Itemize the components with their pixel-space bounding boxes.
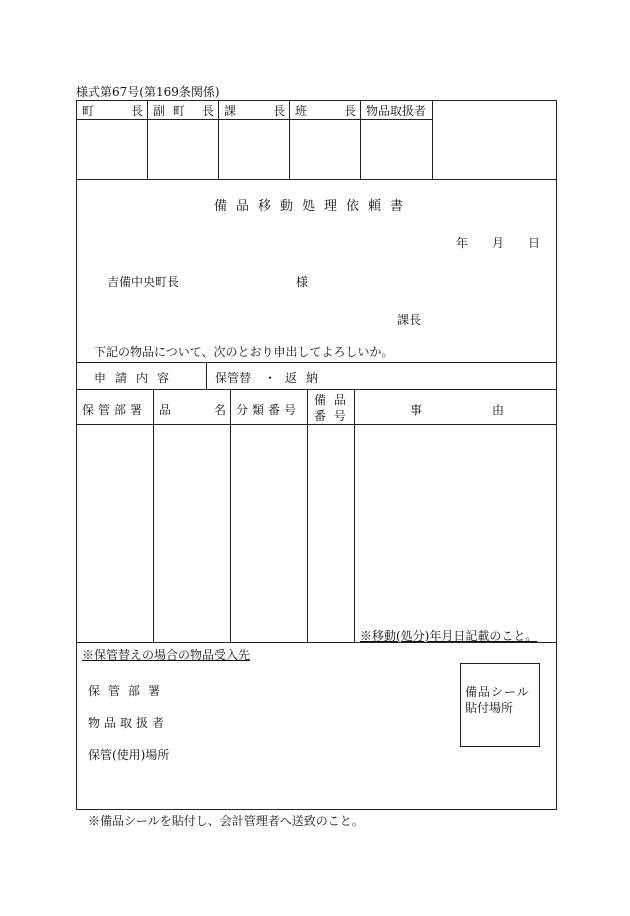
header-item-name-last: 名 (214, 403, 227, 417)
header-dept: 保管部署 (82, 403, 147, 417)
header-reason-first: 事 (410, 403, 423, 417)
header-equipment-number-line1: 備 品 (314, 393, 348, 407)
footer-note: ※備品シールを貼付し、会計管理者へ送致のこと。 (88, 814, 364, 828)
stamp-bottom-divider (76, 179, 557, 180)
option-return: 返納 (285, 371, 328, 385)
stamp-mayor-label-last: 長 (131, 104, 144, 118)
recipient-heading-text: ※保管替えの場合の物品受入先 (82, 648, 251, 662)
application-divider (206, 362, 207, 389)
stamp-section-chief-label-last: 長 (273, 104, 286, 118)
date-year: 年 (456, 236, 469, 250)
sender-title: 課長 (397, 313, 422, 327)
application-label: 申請内容 (94, 371, 179, 385)
reason-note-text: ※移動(処分)年月日記載のこと。 (360, 629, 538, 643)
date-month: 月 (492, 236, 505, 250)
table-header-divider (76, 424, 557, 425)
stamp-section-chief-label-first: 課 (224, 104, 237, 118)
option-transfer: 保管替 (215, 371, 252, 385)
recipient-handler-label: 物品取扱者 (88, 716, 169, 730)
date-day: 日 (528, 236, 541, 250)
recipient-dept-label: 保管部署 (88, 684, 169, 698)
application-top-divider (76, 362, 557, 363)
addressee-name: 吉備中央町長 (107, 275, 180, 289)
addressee-honorific: 様 (296, 275, 309, 289)
stamp-divider (218, 100, 219, 179)
stamp-goods-handler-label: 物品取扱者 (366, 104, 427, 118)
stamp-divider (289, 100, 290, 179)
header-equipment-number-line2: 番 号 (314, 409, 348, 423)
document-title: 備品移動処理依頼書 (214, 199, 413, 214)
header-reason-last: 由 (492, 403, 505, 417)
stamp-vice-mayor-label-first: 副 町 (153, 104, 187, 118)
table-column-divider (153, 389, 154, 642)
intro-text: 下記の物品について、次のとおり申出してよろしいか。 (94, 345, 394, 359)
stamp-divider (432, 100, 433, 179)
seal-box-line2: 貼付場所 (465, 701, 514, 715)
option-separator: ・ (264, 371, 277, 385)
stamp-divider (147, 100, 148, 179)
stamp-mayor-label-first: 町 (82, 104, 95, 118)
table-column-divider (307, 389, 308, 642)
recipient-location-label: 保管(使用)場所 (88, 748, 170, 762)
header-item-name-first: 品 (159, 403, 172, 417)
recipient-heading (82, 646, 250, 663)
stamp-team-leader-label-first: 班 (295, 104, 308, 118)
reason-note (360, 627, 537, 644)
stamp-team-leader-label-last: 長 (344, 104, 357, 118)
table-column-divider (230, 389, 231, 642)
form-number: 様式第67号(第169条関係) (76, 85, 220, 99)
table-top-divider (76, 389, 557, 390)
stamp-divider (360, 100, 361, 179)
stamp-vice-mayor-label-last: 長 (202, 104, 215, 118)
seal-box-line1: 備品シール (465, 685, 530, 699)
stamp-header-divider (76, 119, 432, 120)
table-column-divider (354, 389, 355, 642)
header-class-number: 分類番号 (236, 403, 301, 417)
